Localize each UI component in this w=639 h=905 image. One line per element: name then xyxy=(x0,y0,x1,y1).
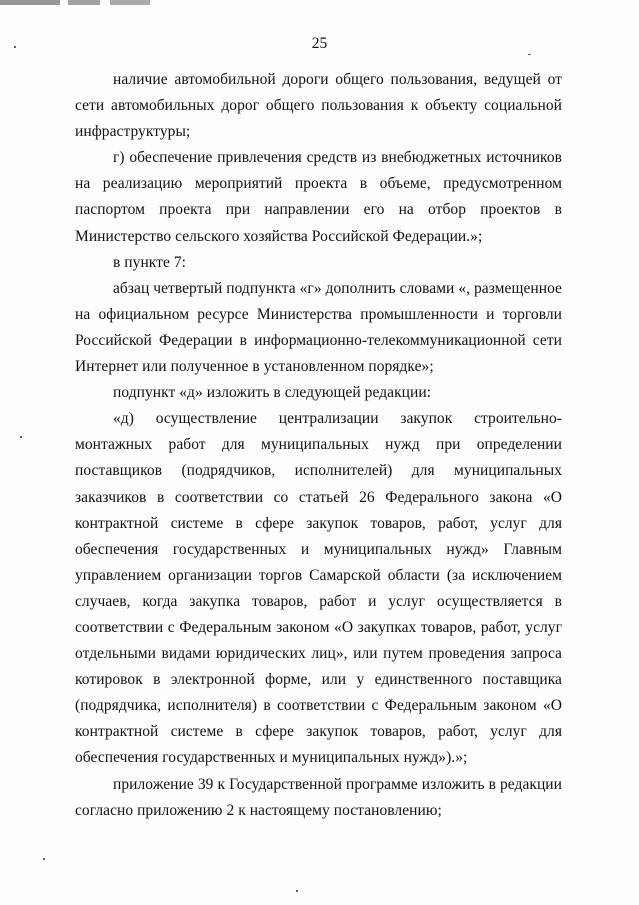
scan-speck xyxy=(20,436,22,438)
document-body xyxy=(75,67,562,824)
paragraph-subpoint-d-intro: подпункт «д» изложить в следующей редакции: xyxy=(113,384,432,402)
paragraph-subpoint-d-text: «д) осуществление централизации закупок строительно-монтажных работ для муниципальных нужд при определении поставщиков (подрядчиков, исполнителей) для муниципальных заказчиков в соответствии со статьей 26 Федерального закона «О контрактной системе в сфере закупок товаров, работ, услуг для обеспечения государственных и муниципальных нужд» Главным управлением организации торгов Самарской области (за исключением случаев, когда закупка товаров, работ и услуг осуществляется в соответствии с Федеральным законом «О закупках товаров, работ, услуг отдельными видами юридических лиц», или путем проведения запроса котировок в электронной форме, или у единственного поставщика (подрядчика, исполнителя) в соответствии с Федеральным законом «О контрактной системе в сфере закупок товаров, работ, услуг для обеспечения государственных и муниципальных нужд»).»; xyxy=(75,410,562,767)
scan-speck xyxy=(528,54,531,55)
paragraph-extrabudgetary-funds: г) обеспечение привлечения средств из внебюджетных источников на реализацию мероприятий проекта в объеме, предусмотренном паспортом проекта при направлении его на отбор проектов в Министерство сельского хозяйства Российской Федерации.»; xyxy=(75,149,562,245)
paragraph-road-access: наличие автомобильной дороги общего пользования, ведущей от сети автомобильных дорог общего пользования к объекту социальной инфраструктуры; xyxy=(75,71,562,141)
paragraph-subpoint-g-amendment: абзац четвертый подпункта «г» дополнить словами «, размещенное на официальном ресурсе Министерства промышленности и торговли Российской Федерации в информационно-телекоммуникационной сети Интернет или полученное в установленном порядке»; xyxy=(75,279,562,376)
scan-edge-artifact xyxy=(0,0,150,5)
paragraph-appendix-39: приложение 39 к Государственной программе изложить в редакции согласно приложению 2 к настоящему постановлению; xyxy=(75,775,562,819)
scan-speck xyxy=(296,890,298,892)
page-number: 25 xyxy=(311,35,328,52)
scan-speck xyxy=(43,858,45,860)
scan-speck xyxy=(14,46,16,48)
paragraph-point-7: в пункте 7: xyxy=(113,253,186,271)
